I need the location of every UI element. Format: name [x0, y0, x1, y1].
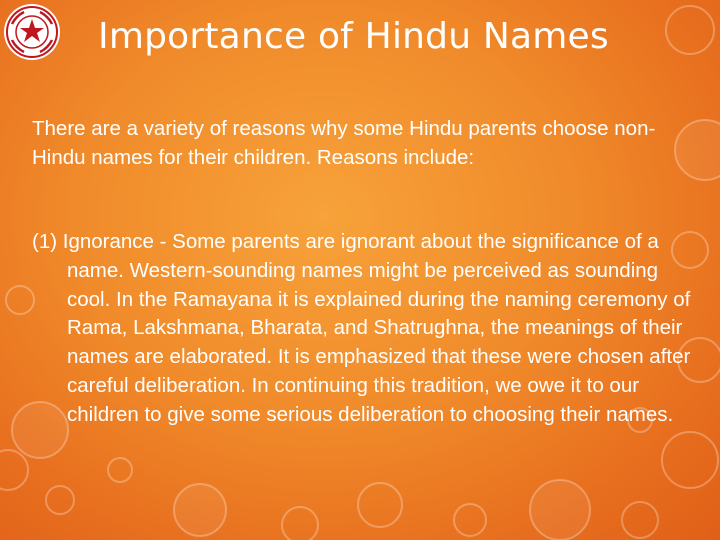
reason-item: (1) Ignorance - Some parents are ignorant about the significance of a name. Western-sounding names might be perceived as sounding cool. In the Ramayana it is explained during the naming ceremony of Rama, Lakshmana, Bharata, and Shatrughna, the meanings of their names are elaborated. It is emphasized that these were chosen after careful deliberation. In continuing this tradition, we owe it to our children to give some serious deliberation to choosing their names.	[32, 230, 691, 426]
slide-title: Importance of Hindu Names	[98, 16, 609, 57]
emblem-seal-icon	[2, 2, 62, 62]
intro-paragraph: There are a variety of reasons why some Hindu parents choose non-Hindu names for their children. Reasons include:	[32, 117, 656, 169]
